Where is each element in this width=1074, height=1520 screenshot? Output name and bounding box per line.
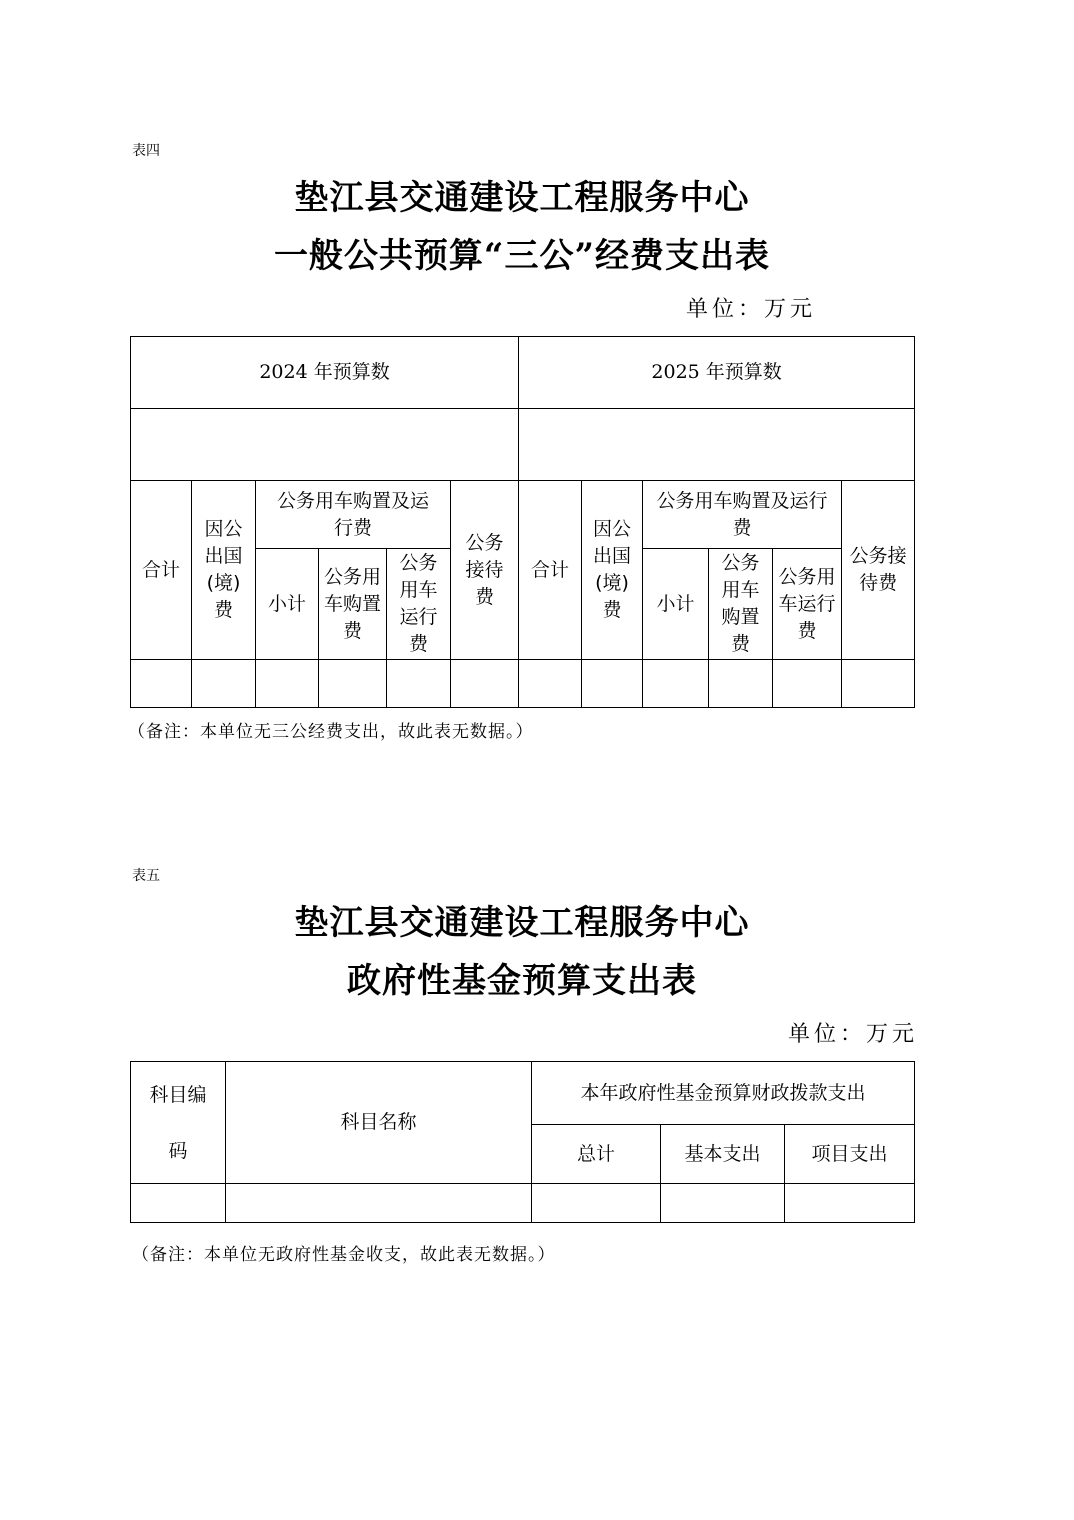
car-group-header-2025: 公务用车购置及运行 费 (643, 481, 842, 549)
subtotal-header-2025: 小计 (643, 549, 709, 660)
empty-cell (256, 660, 319, 708)
table-4-unit: 单位：万元 (686, 297, 817, 322)
car-operation-header-2024: 公务 用车 运行 费 (387, 549, 451, 660)
table-row (131, 660, 915, 708)
government-fund-table (130, 1061, 915, 1223)
empty-cell (709, 660, 773, 708)
car-purchase-header-2024: 公务用 车购置 费 (319, 549, 387, 660)
reception-header-2025: 公务接 待费 (842, 481, 915, 660)
car-operation-header-2025: 公务用 车运行 费 (773, 549, 842, 660)
table-4-note: （备注：本单位无三公经费支出，故此表无数据。） (128, 722, 534, 742)
empty-cell (131, 660, 192, 708)
car-group-header-2024: 公务用车购置及运 行费 (256, 481, 451, 549)
three-public-expenses-table (130, 336, 915, 708)
project-expense-header: 项目支出 (785, 1125, 915, 1184)
table-4-title-line-1: 垫江县交通建设工程服务中心 (294, 178, 750, 218)
empty-cell (519, 660, 582, 708)
subject-code-header: 科目编 码 (131, 1062, 226, 1184)
year-2025-header: 2025 年预算数 (519, 337, 915, 409)
table-4-title-line-2: 一般公共预算“三公”经费支出表 (273, 236, 771, 276)
empty-cell (319, 660, 387, 708)
table-5-tag: 表五 (132, 868, 160, 884)
total-header: 总计 (532, 1125, 661, 1184)
basic-expense-header: 基本支出 (661, 1125, 785, 1184)
car-purchase-header-2025: 公务 用车 购置 费 (709, 549, 773, 660)
table-5-note: （备注：本单位无政府性基金收支，故此表无数据。） (132, 1245, 556, 1265)
empty-cell (532, 1184, 661, 1223)
fund-appropriation-header: 本年政府性基金预算财政拨款支出 (532, 1062, 915, 1125)
blank-row-2024 (131, 409, 519, 481)
abroad-header-2025: 因公 出国 (境) 费 (582, 481, 643, 660)
table-5-title-line-1: 垫江县交通建设工程服务中心 (294, 903, 750, 943)
table-5-title-line-2: 政府性基金预算支出表 (347, 961, 697, 1001)
subject-name-header: 科目名称 (226, 1062, 532, 1184)
empty-cell (451, 660, 519, 708)
empty-cell (131, 1184, 226, 1223)
year-2024-header: 2024 年预算数 (131, 337, 519, 409)
total-header-2024: 合计 (131, 481, 192, 660)
table-4-tag: 表四 (132, 143, 160, 159)
empty-cell (773, 660, 842, 708)
empty-cell (387, 660, 451, 708)
table-row (131, 1184, 915, 1223)
empty-cell (842, 660, 915, 708)
empty-cell (192, 660, 256, 708)
empty-cell (661, 1184, 785, 1223)
reception-header-2024: 公务 接待 费 (451, 481, 519, 660)
blank-row-2025 (519, 409, 915, 481)
abroad-header-2024: 因公 出国 (境) 费 (192, 481, 256, 660)
empty-cell (785, 1184, 915, 1223)
table-5-unit: 单位：万元 (788, 1022, 919, 1047)
total-header-2025: 合计 (519, 481, 582, 660)
subtotal-header-2024: 小计 (256, 549, 319, 660)
empty-cell (226, 1184, 532, 1223)
empty-cell (582, 660, 643, 708)
empty-cell (643, 660, 709, 708)
